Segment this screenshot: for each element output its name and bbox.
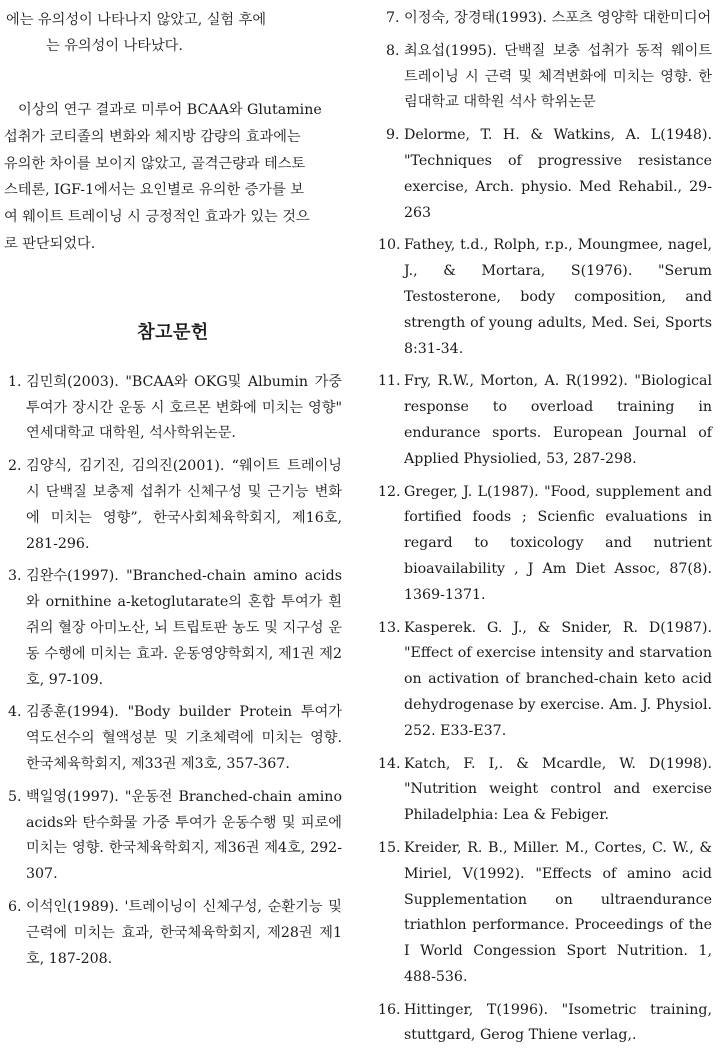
conclusion-line-6: 로 판단되었다. — [4, 235, 96, 252]
conclusion-paragraph — [0, 97, 346, 258]
reference-number: 7. — [386, 10, 400, 26]
reference-number: 1. — [8, 373, 22, 390]
reference-item — [382, 123, 712, 226]
reference-number: 3. — [8, 568, 22, 585]
intro-line-1: 에는 유의성이 나타나지 않았고, 실험 후에 — [6, 12, 267, 28]
reference-text: Fathey, t.d., Rolph, r.p., Moungmee, nagel, J., & Mortara, S(1976). "Serum Testosterone, body composition, and strength of young adults, Med. Sei, Sports 8:31-34. — [404, 237, 712, 357]
intro-line-2: 는 유의성이 나타났다. — [46, 38, 183, 54]
left-column — [0, 0, 346, 979]
reference-item — [382, 6, 712, 32]
reference-number: 5. — [8, 788, 22, 805]
reference-text: Kasperek. G. J., & Snider, R. D(1987). "Effect of exercise intensity and starvation on activation of branched-chain keto acid dehydrogenase by exercise. Am. J. Physiol. 252. E33-E37. — [404, 619, 712, 739]
reference-text: Katch, F. I,. & Mcardle, W. D(1998). "Nutrition weight control and exercise Philadelphia: Lea & Febiger. — [404, 755, 712, 824]
reference-number: 13. — [378, 619, 401, 636]
reference-number: 15. — [378, 839, 401, 856]
reference-number: 6. — [8, 898, 22, 915]
reference-item — [382, 39, 712, 116]
reference-number: 10. — [378, 237, 401, 254]
reference-text: 이석인(1989). '트레이닝이 신체구성, 순환기능 및 근력에 미치는 효과, 한국체육학회지, 제28권 제1호, 187-208. — [26, 898, 342, 967]
reference-item — [378, 616, 712, 745]
conclusion-line-4: 스테론, IGF-1에서는 요인별로 유의한 증가를 보 — [4, 182, 305, 199]
reference-item — [378, 480, 712, 609]
references-heading: 참고문헌 — [137, 321, 209, 343]
reference-text: Greger, J. L(1987). "Food, supplement and fortified foods ; Scienfic evaluations in regard to toxicology and nutrient bioavailability , J Am Diet Assoc, 87(8). 1369-1371. — [404, 483, 712, 603]
reference-text: Delorme, T. H. & Watkins, A. L(1948). "Techniques of progressive resistance exercise, Arch. physio. Med Rehabil., 29-263 — [404, 127, 712, 221]
reference-text: Kreider, R. B., Miller. M., Cortes, C. W., & Miriel, V(1992). "Effects of amino acid Supplementation on ultraendurance triathlon performance. Proceedings of the I World Congession Sport Nutrition. 1, 488-536. — [404, 839, 712, 985]
reference-text: 백일영(1997). "운동전 Branched-chain amino acids와 탄수화물 가중 투여가 운동수행 및 피로에 미치는 영향. 한국체육학회지, 제36권 제4호, 292-307. — [26, 788, 342, 883]
reference-text: 김양식, 김기진, 김의진(2001). “웨이트 트레이닝 시 단백질 보충제 섭취가 신체구성 및 근기능 변화에 미치는 영향”, 한국사회체육학회지, 제16호, 281-296. — [26, 458, 342, 552]
reference-text: Hittinger, T(1996). "Isometric training, stuttgard, Gerog Thiene verlag,. — [404, 1001, 712, 1044]
reference-text: 김완수(1997). "Branched-chain amino acids와 ornithine a-ketoglutarate의 혼합 투여가 흰쥐의 혈장 아미노산, 뇌 트립토판 농도 및 지구성 운동 수행에 미치는 효과. 운동영양학회지, 제1권 제2호, 97-109. — [26, 568, 342, 688]
reference-number: 16. — [378, 1001, 401, 1018]
right-column — [378, 0, 712, 1056]
reference-text: Fry, R.W., Morton, A. R(1992). "Biological response to overload training in endurance sports. European Journal of Applied Physiolied, 53, 287-298. — [404, 373, 712, 467]
conclusion-line-1: 이상의 연구 결과로 미루어 BCAA와 Glutamine — [18, 102, 322, 118]
reference-item — [378, 369, 712, 472]
reference-item — [0, 700, 346, 777]
conclusion-line-5: 여 웨이트 트레이닝 시 긍정적인 효과가 있는 것으 — [4, 209, 310, 226]
reference-item — [378, 752, 712, 829]
reference-item — [0, 564, 346, 693]
reference-number: 12. — [378, 483, 401, 500]
intro-continuation — [0, 7, 346, 59]
reference-text: 최요섭(1995). 단백질 보충 섭취가 동적 웨이트 트레이닝 시 근력 및 체격변화에 미치는 영향. 한림대학교 대학원 석사 학위논문 — [404, 42, 712, 111]
reference-number: 2. — [8, 458, 22, 475]
reference-item — [0, 454, 346, 557]
reference-item — [0, 370, 346, 447]
conclusion-line-2: 섭취가 코티졸의 변화와 체지방 감량의 효과에는 — [4, 128, 301, 145]
reference-number: 9. — [386, 127, 400, 144]
reference-text: 김종훈(1994). "Body builder Protein 투여가 역도선수의 혈액성분 및 기초체력에 미치는 영향. 한국체육학회지, 제33권 제3호, 357-367. — [26, 704, 342, 772]
reference-item — [378, 998, 712, 1050]
reference-number: 8. — [386, 42, 400, 59]
reference-item — [378, 836, 712, 991]
reference-number: 14. — [378, 755, 401, 772]
reference-number: 4. — [8, 704, 22, 721]
conclusion-line-3: 유의한 차이를 보이지 않았고, 골격근량과 테스토 — [4, 155, 306, 172]
reference-item — [378, 233, 712, 362]
reference-text: 이정숙, 장경태(1993). 스포츠 영양학 대한미디어 — [404, 10, 712, 26]
reference-text: 김민희(2003). "BCAA와 OKG및 Albumin 가중 투여가 장시간 운동 시 호르몬 변화에 미치는 영향" 연세대학교 대학원, 석사학위논문. — [26, 373, 342, 442]
reference-item — [0, 785, 346, 888]
reference-number: 11. — [378, 373, 401, 390]
